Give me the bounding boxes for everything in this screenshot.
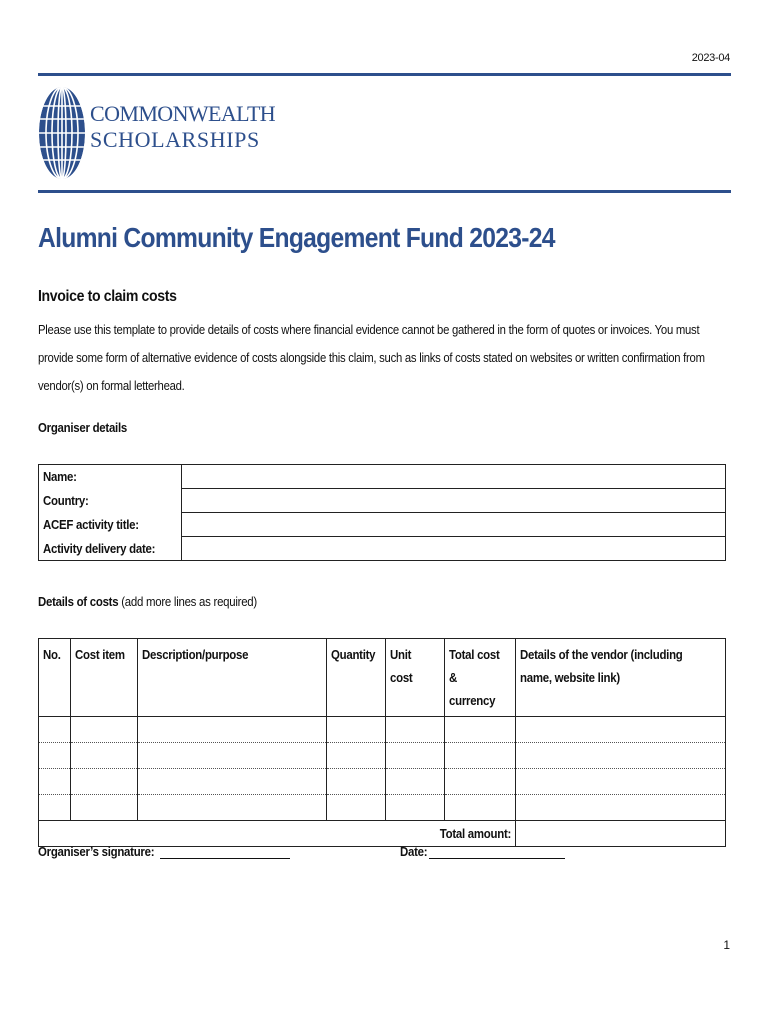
- logo-wordmark: [90, 102, 275, 153]
- signature-label: Organiser’s signature:: [38, 844, 155, 859]
- cell[interactable]: [71, 743, 138, 769]
- cell[interactable]: [138, 769, 327, 795]
- cell[interactable]: [516, 717, 726, 743]
- header-rule-top: [38, 73, 731, 76]
- cell[interactable]: [327, 769, 386, 795]
- logo-line-2: SCHOLARSHIPS: [90, 127, 260, 152]
- cost-details-label: Details of costs: [38, 594, 119, 609]
- table-row: [39, 513, 726, 537]
- cost-details-table: [38, 638, 726, 847]
- table-row: [39, 769, 726, 795]
- table-row: [39, 717, 726, 743]
- cell[interactable]: [327, 717, 386, 743]
- col-header-no: No.: [39, 639, 71, 717]
- cell[interactable]: [71, 717, 138, 743]
- cost-details-heading: [38, 594, 257, 609]
- cell[interactable]: [39, 743, 71, 769]
- delivery-date-field[interactable]: [182, 537, 726, 561]
- cell[interactable]: [386, 717, 445, 743]
- cell[interactable]: [327, 743, 386, 769]
- page-subtitle: Invoice to claim costs: [38, 288, 177, 305]
- name-label: Name:: [39, 465, 182, 489]
- col-header-total-cost: Total cost & currency: [445, 639, 516, 717]
- country-label: Country:: [39, 489, 182, 513]
- cell[interactable]: [516, 769, 726, 795]
- date-block: [400, 844, 565, 859]
- page-title: Alumni Community Engagement Fund 2023-24: [38, 222, 555, 253]
- page-number: 1: [723, 938, 730, 952]
- total-amount-field[interactable]: [516, 821, 726, 847]
- cell[interactable]: [138, 717, 327, 743]
- table-row: [39, 537, 726, 561]
- cell[interactable]: [516, 743, 726, 769]
- cell[interactable]: [71, 769, 138, 795]
- cost-details-note: (add more lines as required): [121, 594, 257, 609]
- signature-line[interactable]: [160, 844, 290, 859]
- cell[interactable]: [138, 795, 327, 821]
- table-row: [39, 465, 726, 489]
- cell[interactable]: [445, 717, 516, 743]
- total-amount-label: Total amount:: [39, 821, 516, 847]
- cell[interactable]: [445, 795, 516, 821]
- cell[interactable]: [327, 795, 386, 821]
- cell[interactable]: [516, 795, 726, 821]
- table-row: [39, 795, 726, 821]
- organiser-details-heading: Organiser details: [38, 420, 127, 435]
- organiser-details-table: [38, 464, 726, 561]
- cell[interactable]: [138, 743, 327, 769]
- table-header-row: [39, 639, 726, 717]
- cell[interactable]: [71, 795, 138, 821]
- cell[interactable]: [39, 795, 71, 821]
- table-row: [39, 489, 726, 513]
- col-header-vendor-details: Details of the vendor (including name, website link): [516, 639, 726, 717]
- total-row: [39, 821, 726, 847]
- cell[interactable]: [39, 769, 71, 795]
- logo-line-1: COMMONWEALTH: [90, 101, 276, 126]
- activity-title-field[interactable]: [182, 513, 726, 537]
- activity-title-label: ACEF activity title:: [39, 513, 182, 537]
- table-row: [39, 743, 726, 769]
- cell[interactable]: [445, 743, 516, 769]
- cell[interactable]: [39, 717, 71, 743]
- col-header-description: Description/purpose: [138, 639, 327, 717]
- cell[interactable]: [386, 743, 445, 769]
- col-header-quantity: Quantity: [327, 639, 386, 717]
- signature-block: [38, 844, 290, 859]
- col-header-cost-item: Cost item: [71, 639, 138, 717]
- delivery-date-label: Activity delivery date:: [39, 537, 182, 561]
- document-version-date: 2023-04: [691, 52, 730, 64]
- date-label: Date:: [400, 844, 428, 859]
- col-header-unit-cost: Unit cost: [386, 639, 445, 717]
- cell[interactable]: [386, 795, 445, 821]
- intro-paragraph: Please use this template to provide details of costs where financial evidence cannot be gathered in the form of quotes or invoices. You must provide some form of alternative evidence of costs alongside this claim, such as links of costs stated on websites or written confirmation from vendor(s) on formal letterhead.: [38, 322, 705, 393]
- name-field[interactable]: [182, 465, 726, 489]
- cell[interactable]: [445, 769, 516, 795]
- country-field[interactable]: [182, 489, 726, 513]
- cell[interactable]: [386, 769, 445, 795]
- date-line[interactable]: [429, 844, 565, 859]
- header-rule-bottom: [38, 190, 731, 193]
